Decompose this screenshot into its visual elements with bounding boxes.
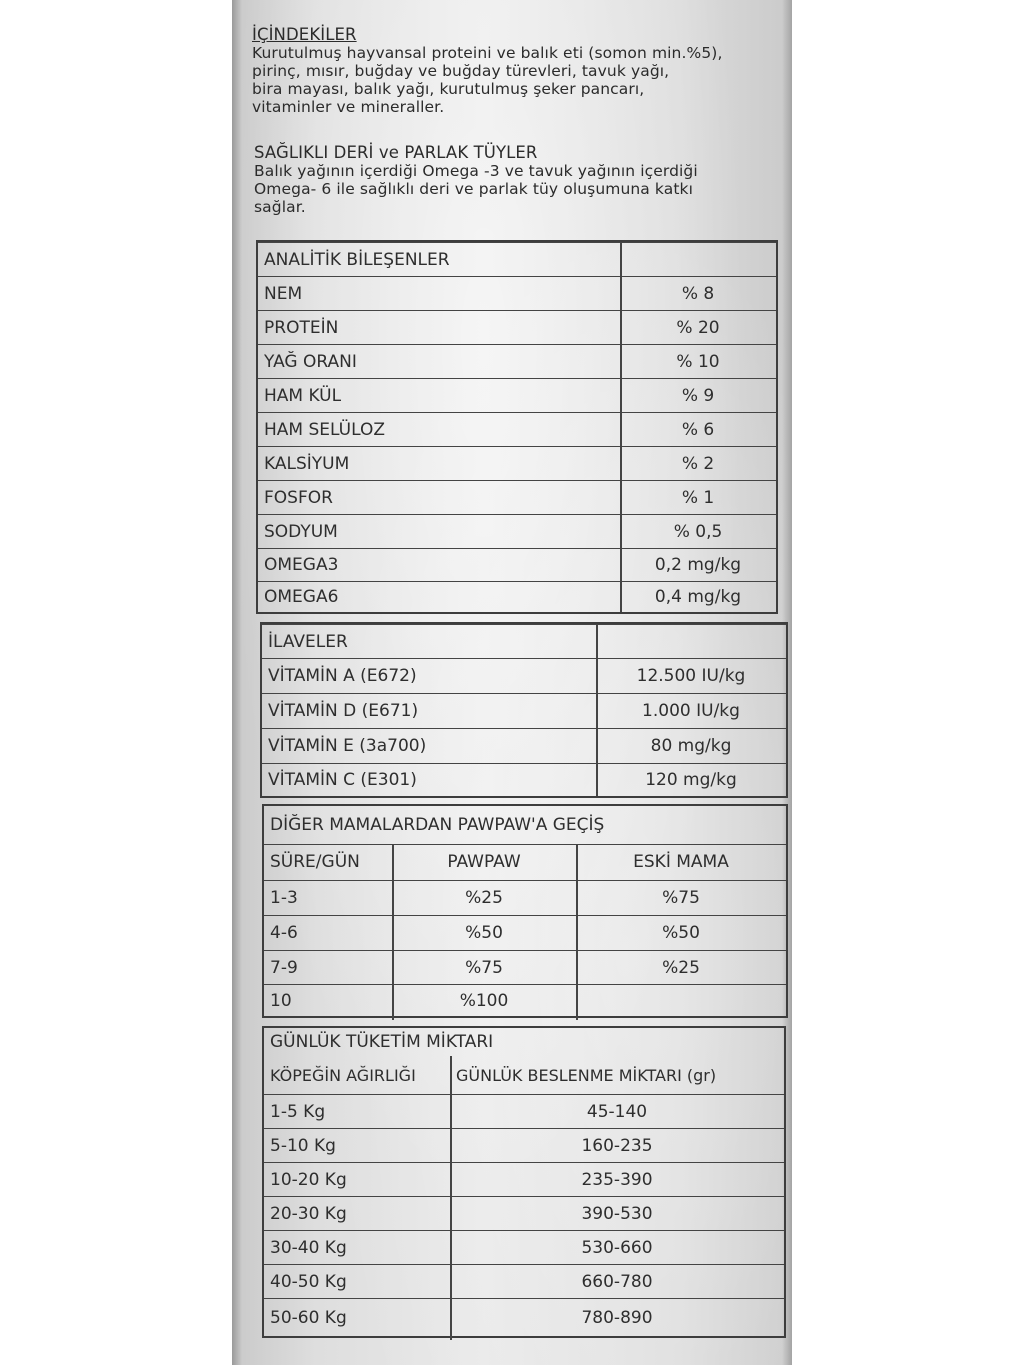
skin-line: Balık yağının içerdiği Omega -3 ve tavuk yağının içerdiği: [254, 162, 698, 180]
transition-days: 4-6: [270, 923, 298, 943]
table-row: [264, 1094, 784, 1128]
daily-header: GÜNLÜK TÜKETİM MİKTARI: [270, 1032, 494, 1052]
ingredients-line: bira mayası, balık yağı, kurutulmuş şeker pancarı,: [252, 80, 645, 98]
transition-table: [262, 804, 788, 1018]
analytic-value: % 1: [681, 487, 715, 508]
additive-value: 1.000 IU/kg: [642, 701, 740, 721]
analytic-value: % 0,5: [673, 521, 723, 542]
daily-amount: 235-390: [581, 1169, 653, 1190]
table-row: [258, 514, 776, 548]
ingredients-title: İÇİNDEKİLER: [252, 25, 357, 44]
additive-value: 80 mg/kg: [650, 736, 732, 756]
table-row: [258, 344, 776, 378]
transition-old: [576, 985, 786, 1016]
daily-amount: 45-140: [586, 1101, 648, 1122]
transition-days: 1-3: [270, 888, 298, 908]
transition-header-row: [264, 806, 786, 844]
additives-header-row: [262, 624, 786, 658]
analytic-name: YAĞ ORANI: [264, 351, 357, 372]
additive-value: 12.500 IU/kg: [636, 666, 746, 686]
transition-pawpaw: %100: [459, 990, 509, 1011]
daily-amount: 530-660: [581, 1237, 653, 1258]
analytic-name: HAM SELÜLOZ: [264, 419, 385, 440]
daily-col-weight: KÖPEĞİN AĞIRLIĞI: [270, 1065, 416, 1085]
ingredients-block: [252, 26, 787, 116]
daily-weight: 1-5 Kg: [270, 1101, 326, 1122]
table-row: [264, 880, 786, 915]
daily-weight: 30-40 Kg: [270, 1237, 347, 1258]
additive-name: VİTAMİN E (3a700): [268, 736, 427, 756]
additive-value: 120 mg/kg: [645, 770, 737, 790]
transition-pawpaw: %75: [465, 957, 503, 978]
table-row: [258, 378, 776, 412]
daily-weight: 50-60 Kg: [270, 1307, 347, 1328]
additives-header: İLAVELER: [268, 631, 348, 652]
table-row: [258, 276, 776, 310]
transition-old: %25: [662, 957, 700, 978]
table-row: [262, 658, 786, 693]
transition-old: %50: [662, 923, 700, 943]
analytic-value: 0,2 mg/kg: [654, 555, 742, 575]
daily-columns-row: [264, 1056, 784, 1094]
table-row: [264, 1128, 784, 1162]
table-row: [262, 728, 786, 763]
analytic-name: OMEGA6: [264, 587, 339, 607]
analytic-value: % 10: [676, 351, 720, 372]
table-row: [264, 984, 786, 1016]
analytic-value: % 20: [676, 317, 720, 338]
table-row: [264, 950, 786, 984]
analytic-value: % 9: [681, 385, 715, 406]
analytic-name: FOSFOR: [264, 487, 333, 508]
daily-weight: 40-50 Kg: [270, 1271, 347, 1292]
analytic-value: 0,4 mg/kg: [654, 587, 742, 607]
daily-weight: 10-20 Kg: [270, 1169, 347, 1190]
daily-amount: 780-890: [581, 1307, 653, 1328]
daily-table: [262, 1026, 786, 1338]
skin-line: sağlar.: [254, 198, 306, 216]
table-row: [262, 693, 786, 728]
daily-weight: 5-10 Kg: [270, 1135, 336, 1156]
analytic-name: HAM KÜL: [264, 385, 342, 406]
transition-pawpaw: %25: [465, 888, 503, 908]
analytic-table: [256, 240, 778, 614]
transition-days: 7-9: [270, 957, 298, 978]
table-row: [264, 915, 786, 950]
analytic-header-row: [258, 242, 776, 276]
analytic-name: KALSİYUM: [264, 453, 350, 474]
ingredients-line: vitaminler ve mineraller.: [252, 98, 445, 116]
analytic-header: ANALİTİK BİLEŞENLER: [264, 249, 450, 270]
additives-table: [260, 622, 788, 798]
label-photo: [232, 0, 792, 1365]
skin-line: Omega- 6 ile sağlıklı deri ve parlak tüy oluşumuna katkı: [254, 180, 693, 198]
table-row: [264, 1298, 784, 1336]
transition-pawpaw: %50: [465, 923, 503, 943]
ingredients-line: pirinç, mısır, buğday ve buğday türevleri, tavuk yağı,: [252, 62, 670, 80]
additive-name: VİTAMİN A (E672): [268, 666, 417, 686]
package-edge-left: [232, 0, 242, 1365]
table-row: [264, 1264, 784, 1298]
analytic-name: NEM: [264, 283, 303, 304]
table-row: [258, 412, 776, 446]
transition-col-days: SÜRE/GÜN: [270, 852, 360, 872]
additive-name: VİTAMİN C (E301): [268, 770, 417, 790]
table-row: [258, 480, 776, 514]
table-row: [258, 581, 776, 612]
transition-col-pawpaw: PAWPAW: [447, 852, 521, 872]
daily-col-amount: GÜNLÜK BESLENME MİKTARI (gr): [456, 1065, 717, 1085]
additive-name: VİTAMİN D (E671): [268, 701, 419, 721]
analytic-value: % 8: [681, 283, 715, 304]
skin-block: [254, 144, 789, 216]
daily-weight: 20-30 Kg: [270, 1203, 347, 1224]
analytic-name: SODYUM: [264, 521, 338, 542]
ingredients-line: Kurutulmuş hayvansal proteini ve balık eti (somon min.%5),: [252, 44, 723, 62]
analytic-name: PROTEİN: [264, 317, 339, 338]
analytic-value: % 2: [681, 453, 715, 474]
analytic-name: OMEGA3: [264, 555, 339, 575]
skin-title: SAĞLIKLI DERİ ve PARLAK TÜYLER: [254, 143, 538, 162]
daily-amount: 390-530: [581, 1203, 653, 1224]
table-row: [262, 763, 786, 796]
transition-columns-row: [264, 844, 786, 880]
table-row: [264, 1162, 784, 1196]
daily-amount: 160-235: [581, 1135, 653, 1156]
transition-old: %75: [662, 888, 700, 908]
transition-header: DİĞER MAMALARDAN PAWPAW'A GEÇİŞ: [270, 815, 605, 835]
table-row: [264, 1230, 784, 1264]
table-row: [258, 548, 776, 581]
analytic-value: % 6: [681, 419, 715, 440]
table-row: [258, 310, 776, 344]
table-row: [258, 446, 776, 480]
daily-header-row: [264, 1028, 784, 1056]
table-row: [264, 1196, 784, 1230]
transition-days: 10: [270, 990, 292, 1011]
transition-col-old: ESKİ MAMA: [633, 852, 729, 872]
daily-amount: 660-780: [581, 1271, 653, 1292]
